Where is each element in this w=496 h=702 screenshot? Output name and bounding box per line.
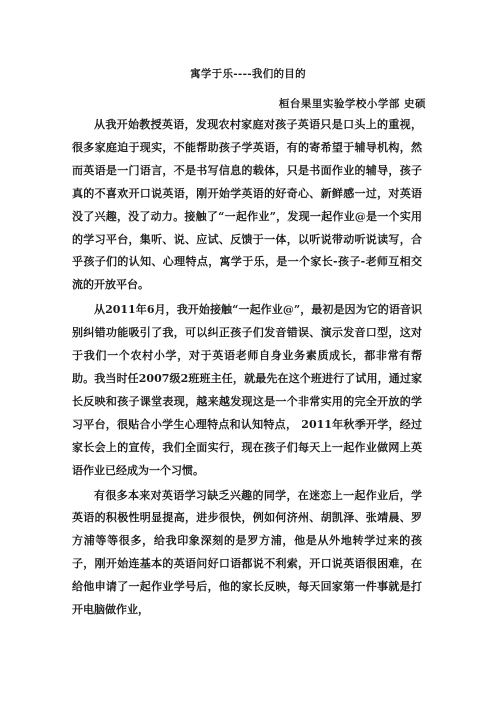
paragraph: 从2011年6月，我开始接触“一起作业@”，最初是因为它的语音识别纠错功能吸引了我，可以纠正孩子们发音错误、演示发音口型，这对于我们一个农村小学，对于英语老师自身业务素质成长，都非常有帮助。我当时任2007级2班班主任，就最先在这个班进行了试用，通过家长反映和孩子课堂表现，越来越发现这是一个非常实用的完全开放的学习平台，很贴合小学生心理特点和认知特点， 2011年秋季开学，经过家长会上的宣传，我们全面实行，现在孩子们每天上一起作业做网上英语作业已经成为一个习惯。 (72, 303, 422, 477)
paragraph: 从我开始教授英语，发现农村家庭对孩子英语只是口头上的重视，很多家庭迫于现实，不能帮助孩子学英语，有的寄希望于辅导机构，然而英语是一门语言，不是书写信息的载体，只是书面作业的辅导，孩子真的不喜欢开口说英语，刚开始学英语的好奇心、新鲜感一过，对英语没了兴趣，没了动力。接触了“一起作业”，发现一起作业@是一个实用的学习平台，集听、说、应试、反馈于一体，以听说带动听说读写，合乎孩子们的认知、心理特点，寓学于乐，是一个家长-孩子-老师互相交流的开放平台。 (72, 118, 422, 292)
document-author: 桓台果里实验学校小学部 史硕 (278, 98, 426, 110)
document-body (72, 114, 422, 624)
paragraph: 有很多本来对英语学习缺乏兴趣的同学，在迷恋上一起作业后，学英语的积极性明显提高，进步很快，例如何济州、胡凯泽、张靖晨、罗方浦等等很多，给我印象深刻的是罗方浦，他是从外地转学过来的孩子，刚开始连基本的英语问好口语都说不利索，开口说英语很困难，在给他申请了一起作业学号后，他的家长反映，每天回家第一件事就是打开电脑做作业， (72, 488, 422, 617)
document-title: 寓学于乐----我们的目的 (190, 68, 306, 80)
